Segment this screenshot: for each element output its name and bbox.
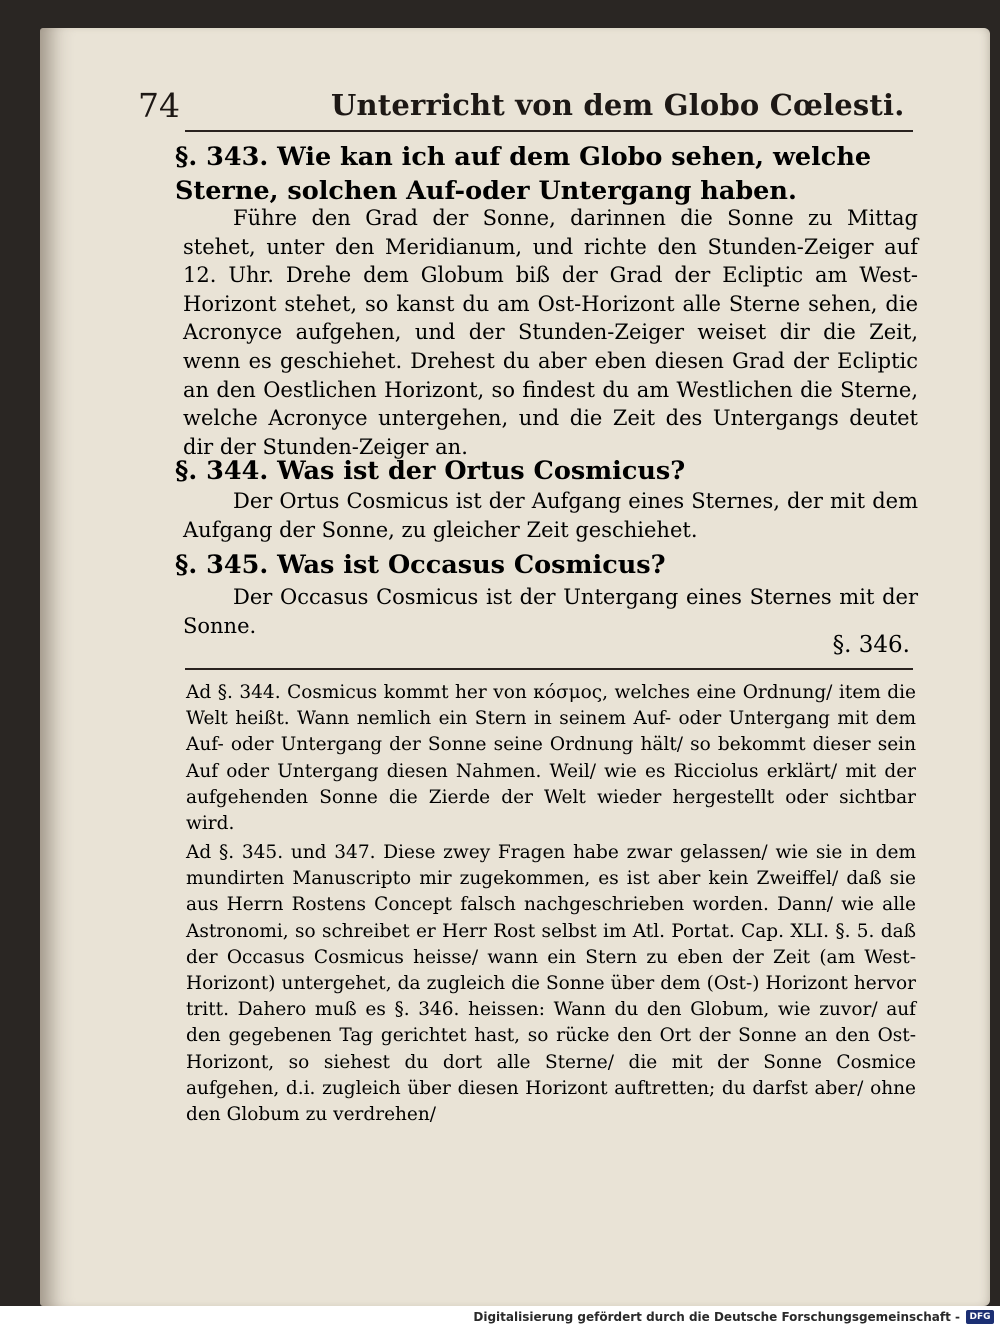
answer-345: Der Occasus Cosmicus ist der Untergang eines Sternes mit der Sonne.: [183, 585, 918, 638]
page-number: 74: [138, 86, 180, 125]
catchword: §. 346.: [832, 632, 910, 658]
question-345: §. 345. Was ist Occasus Cosmicus?: [175, 550, 666, 580]
header-rule: [185, 130, 913, 132]
footnote-344: Ad §. 344. Cosmicus kommt her von κόσμος, welches eine Ordnung/ item die Welt heißt. Wann nemlich ein Stern in seinem Auf- oder Untergang mit dem Auf- oder Untergang der Sonne seine Ordnung hält/ so bekommt dieser sein Auf oder Untergang diesen Nahmen. Weil/ wie es Ricciolus erklärt/ mit der aufgehenden Sonne die Zierde der Welt wieder hergestellt oder sichtbar wird.: [186, 682, 916, 835]
running-head: Unterricht von dem Globo Cœlesti.: [331, 88, 905, 122]
answer-344: Der Ortus Cosmicus ist der Aufgang eines Sternes, der mit dem Aufgang der Sonne, zu gleicher Zeit geschiehet.: [183, 489, 918, 542]
footer-bar: [0, 1306, 1000, 1329]
dfg-logo-icon: DFG: [966, 1310, 994, 1324]
footnote-rule: [185, 668, 913, 670]
page-header: [138, 86, 918, 130]
question-344: §. 344. Was ist der Ortus Cosmicus?: [175, 456, 686, 486]
footer-credit: Digitalisierung gefördert durch die Deutsche Forschungsgemeinschaft -: [473, 1310, 960, 1324]
footnote-345: Ad §. 345. und 347. Diese zwey Fragen habe zwar gelassen/ wie sie in dem mundirten Manuscripto mir zugekommen, es ist aber kein Zweiffel/ daß sie aus Herrn Rostens Concept falsch nachgeschrieben worden. Dann/ wie alle Astronomi, so schreibet er Herr Rost selbst im Atl. Portat. Cap. XLI. §. 5. daß der Occasus Cosmicus heisse/ wann ein Stern zu eben der Zeit (am West-Horizont) untergehet, da zugleich die Sonne über dem (Ost-) Horizont hervor tritt. Dahero muß es §. 346. heissen: Wann du den Globum, wie zuvor/ auf den gegebenen Tag gerichtet hast, so rücke den Ort der Sonne an den Ost-Horizont, so siehest du dort alle Sterne/ die mit der Sonne Cosmice aufgehen, d.i. zugleich über diesen Horizont auftretten; du darfst aber/ ohne den Globum zu verdrehen/: [186, 842, 916, 1126]
answer-343: Führe den Grad der Sonne, darinnen die Sonne zu Mittag stehet, unter den Meridianum, und richte den Stunden-Zeiger auf 12. Uhr. Drehe dem Globum biß der Grad der Ecliptic am West-Horizont stehet, so kanst du am Ost-Horizont alle Sterne sehen, die Acronyce aufgehen, und der Stunden-Zeiger weiset dir die Zeit, wenn es geschiehet. Drehest du aber eben diesen Grad der Ecliptic an den Oestlichen Horizont, so findest du am Westlichen die Sterne, welche Acronyce untergehen, und die Zeit des Untergangs deutet dir der Stunden-Zeiger an.: [183, 206, 918, 459]
question-343: §. 343. Wie kan ich auf dem Globo sehen, welche Sterne, solchen Auf-oder Untergang haben.: [175, 142, 872, 206]
